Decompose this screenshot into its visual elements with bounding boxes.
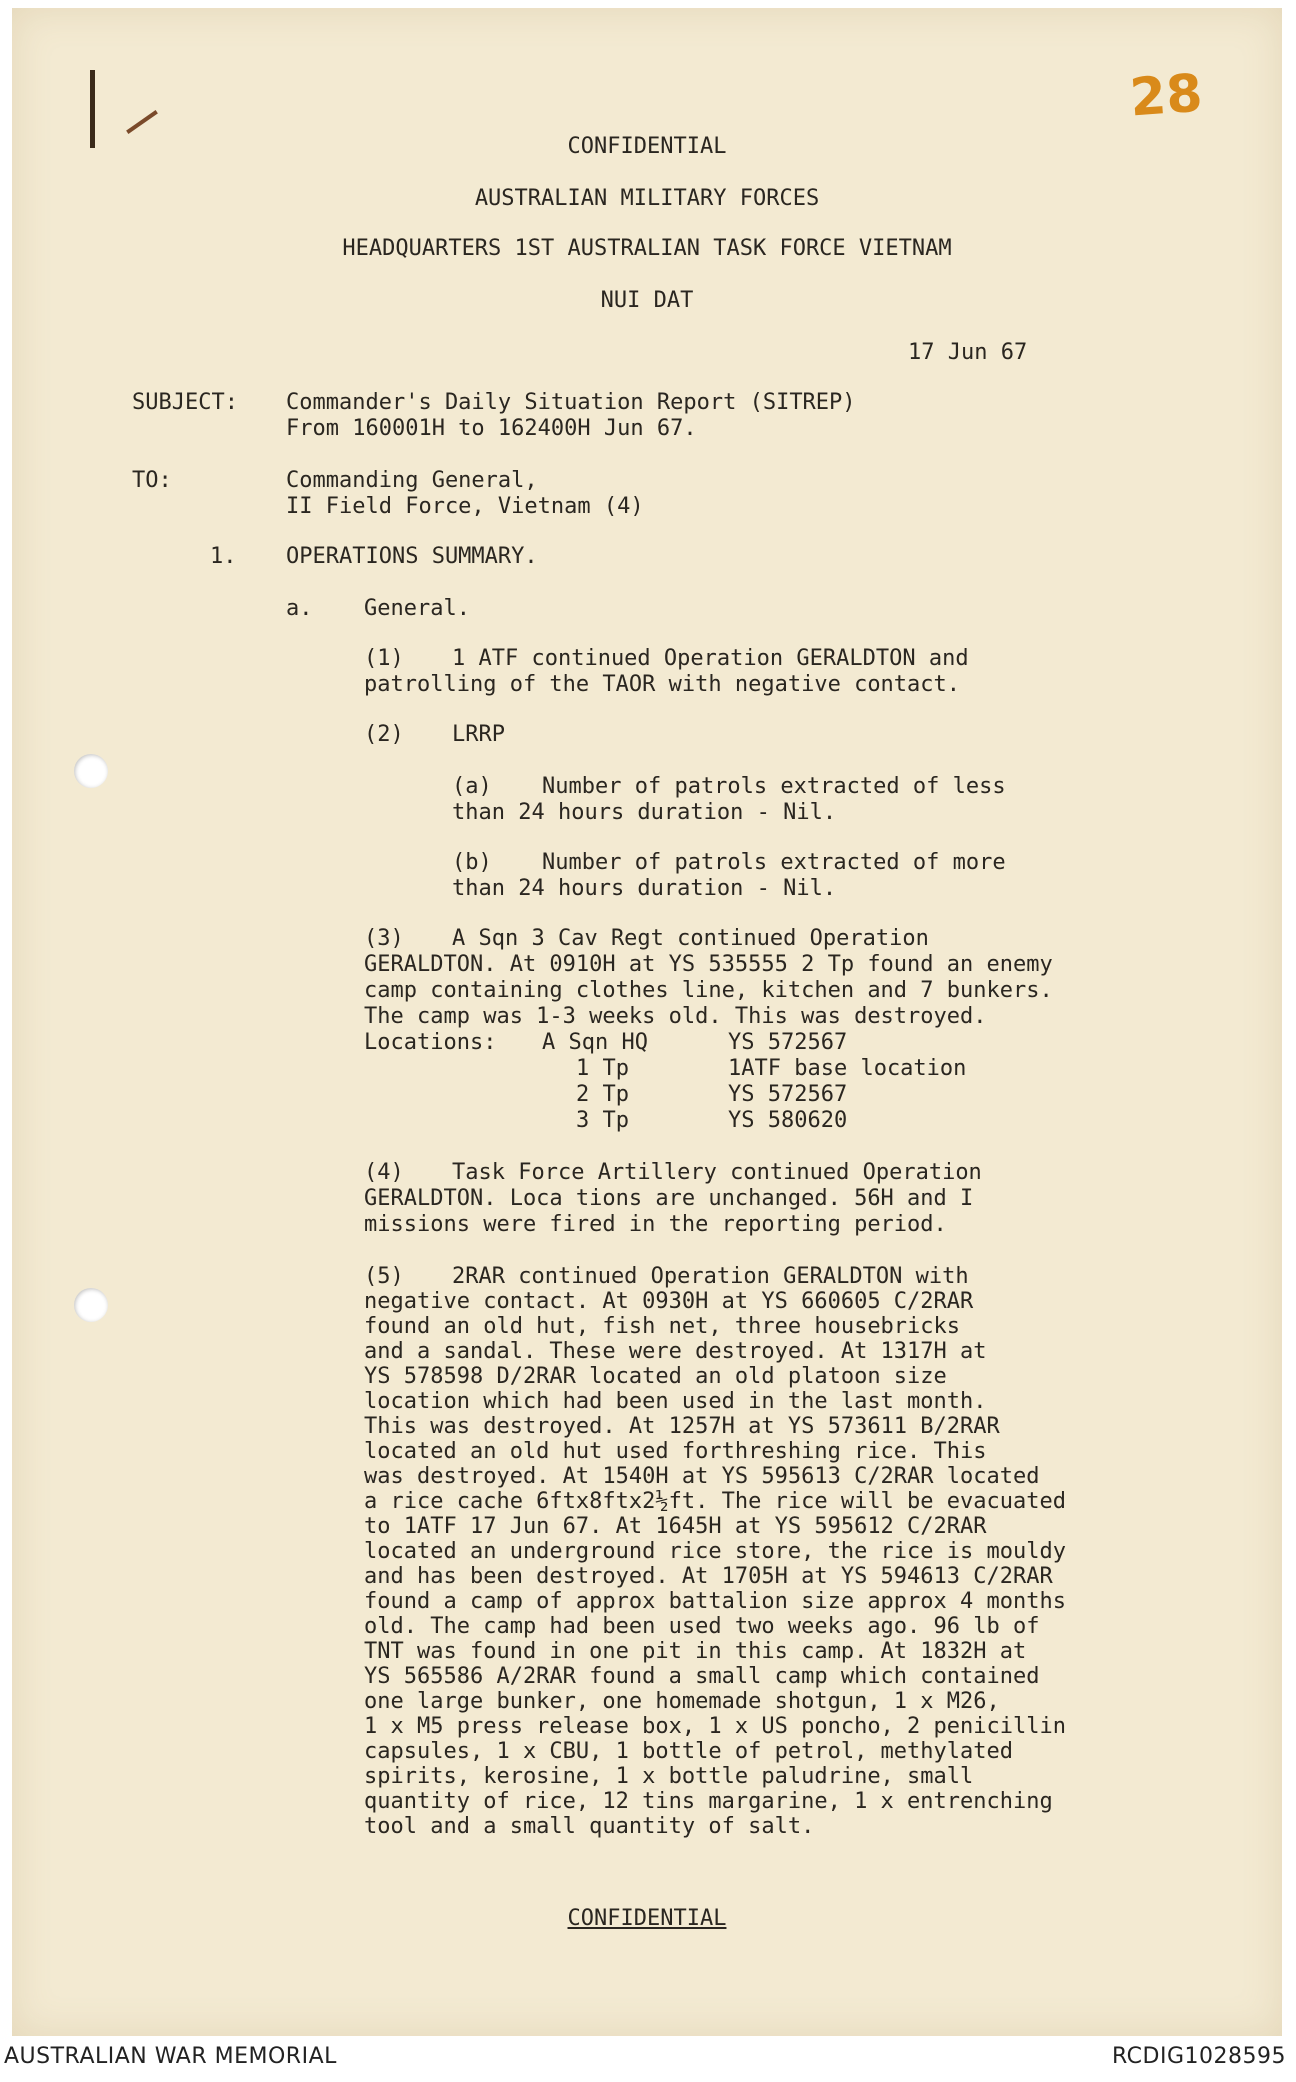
para-5-line: negative contact. At 0930H at YS 660605 C/2RAR xyxy=(364,1289,974,1314)
para-2a-line-2: than 24 hours duration - Nil. xyxy=(452,800,837,825)
para-3-number: (3) xyxy=(364,926,404,951)
to-line-1: Commanding General, xyxy=(286,468,538,493)
archive-id: RCDIG1028595 xyxy=(1111,2044,1286,2069)
para-5-line: located an underground rice store, the rice is mouldy xyxy=(364,1539,1066,1564)
para-1-number: (1) xyxy=(364,646,404,671)
para-5-line: and a sandal. These were destroyed. At 1317H at xyxy=(364,1339,987,1364)
para-1-line-1: 1 ATF continued Operation GERALDTON and xyxy=(452,646,969,671)
para-3-line-2: GERALDTON. At 0910H at YS 535555 2 Tp found an enemy xyxy=(364,952,1053,977)
para-5-line: 1 x M5 press release box, 1 x US poncho, 2 penicillin xyxy=(364,1714,1066,1739)
para-5-line: quantity of rice, 12 tins margarine, 1 x entrenching xyxy=(364,1789,1053,1814)
punch-hole-top xyxy=(74,754,108,788)
para-3-line-4: The camp was 1-3 weeks old. This was destroyed. xyxy=(364,1004,987,1029)
org-heading: AUSTRALIAN MILITARY FORCES xyxy=(474,186,820,211)
para-5-number: (5) xyxy=(364,1264,404,1289)
para-2-title: LRRP xyxy=(452,722,505,747)
para-5-line: TNT was found in one pit in this camp. At 1832H at xyxy=(364,1639,1027,1664)
classification-top: CONFIDENTIAL xyxy=(567,134,727,159)
section-1-number: 1. xyxy=(210,544,237,569)
para-5-line: and has been destroyed. At 1705H at YS 594613 C/2RAR xyxy=(364,1564,1053,1589)
para-5-line: This was destroyed. At 1257H at YS 573611 B/2RAR xyxy=(364,1414,1000,1439)
location-unit: 3 Tp xyxy=(576,1108,629,1133)
para-5-line: spirits, kerosine, 1 x bottle paludrine, small xyxy=(364,1764,974,1789)
para-5-line: YS 578598 D/2RAR located an old platoon size xyxy=(364,1364,947,1389)
para-5-line: location which had been used in the last month. xyxy=(364,1389,987,1414)
location-grid: YS 572567 xyxy=(728,1030,848,1055)
subject-line-1: Commander's Daily Situation Report (SITREP) xyxy=(286,390,856,415)
para-5-line: a rice cache 6ftx8ftx2½ft. The rice will be evacuated xyxy=(364,1489,1066,1514)
location-heading: NUI DAT xyxy=(600,288,694,313)
para-4-line-1: Task Force Artillery continued Operation xyxy=(452,1160,982,1185)
para-4-line-3: missions were fired in the reporting period. xyxy=(364,1212,947,1237)
para-5-line: old. The camp had been used two weeks ago. 96 lb of xyxy=(364,1614,1040,1639)
location-unit: A Sqn HQ xyxy=(542,1030,648,1055)
para-5-line: 2RAR continued Operation GERALDTON with xyxy=(452,1264,969,1289)
para-2a-number: (a) xyxy=(452,774,492,799)
para-5-line: found a camp of approx battalion size approx 4 months xyxy=(364,1589,1066,1614)
location-grid: 1ATF base location xyxy=(728,1056,967,1081)
document-page xyxy=(12,8,1282,2036)
para-5-line: located an old hut used forthreshing rice. This xyxy=(364,1439,987,1464)
para-2b-line-1: Number of patrols extracted of more xyxy=(542,850,1006,875)
archive-credit: AUSTRALIAN WAR MEMORIAL xyxy=(4,2044,337,2069)
para-2b-line-2: than 24 hours duration - Nil. xyxy=(452,876,837,901)
para-1-line-2: patrolling of the TAOR with negative contact. xyxy=(364,672,961,697)
hq-heading: HEADQUARTERS 1ST AUSTRALIAN TASK FORCE VIETNAM xyxy=(342,236,952,261)
para-2b-number: (b) xyxy=(452,850,492,875)
para-5-line: capsules, 1 x CBU, 1 bottle of petrol, methylated xyxy=(364,1739,1014,1764)
para-4-line-2: GERALDTON. Loca tions are unchanged. 56H and I xyxy=(364,1186,974,1211)
para-5-line: tool and a small quantity of salt. xyxy=(364,1814,815,1839)
para-2a-line-1: Number of patrols extracted of less xyxy=(542,774,1006,799)
section-1-title: OPERATIONS SUMMARY. xyxy=(286,544,538,569)
para-5-line: YS 565586 A/2RAR found a small camp which contained xyxy=(364,1664,1040,1689)
para-4-number: (4) xyxy=(364,1160,404,1185)
para-3-line-1: A Sqn 3 Cav Regt continued Operation xyxy=(452,926,929,951)
page-number: 28 xyxy=(1127,63,1205,129)
location-unit: 2 Tp xyxy=(576,1082,629,1107)
report-date: 17 Jun 67 xyxy=(908,340,1028,365)
para-3-line-3: camp containing clothes line, kitchen and 7 bunkers. xyxy=(364,978,1053,1003)
para-5-line: one large bunker, one homemade shotgun, 1 x M26, xyxy=(364,1689,1000,1714)
para-5-line: was destroyed. At 1540H at YS 595613 C/2RAR located xyxy=(364,1464,1040,1489)
subject-line-2: From 160001H to 162400H Jun 67. xyxy=(286,416,697,441)
punch-hole-bottom xyxy=(74,1288,108,1322)
location-grid: YS 580620 xyxy=(728,1108,848,1133)
to-line-2: II Field Force, Vietnam (4) xyxy=(286,494,644,519)
section-a-number: a. xyxy=(286,596,313,621)
to-label: TO: xyxy=(132,468,172,493)
location-grid: YS 572567 xyxy=(728,1082,848,1107)
location-unit: 1 Tp xyxy=(576,1056,629,1081)
locations-label: Locations: xyxy=(364,1030,497,1055)
rust-mark xyxy=(126,110,158,134)
classification-bottom: CONFIDENTIAL xyxy=(567,1906,727,1931)
para-2-number: (2) xyxy=(364,722,404,747)
subject-label: SUBJECT: xyxy=(132,390,238,415)
section-a-title: General. xyxy=(364,596,470,621)
para-5-line: found an old hut, fish net, three housebricks xyxy=(364,1314,961,1339)
para-5-line: to 1ATF 17 Jun 67. At 1645H at YS 595612 C/2RAR xyxy=(364,1514,987,1539)
